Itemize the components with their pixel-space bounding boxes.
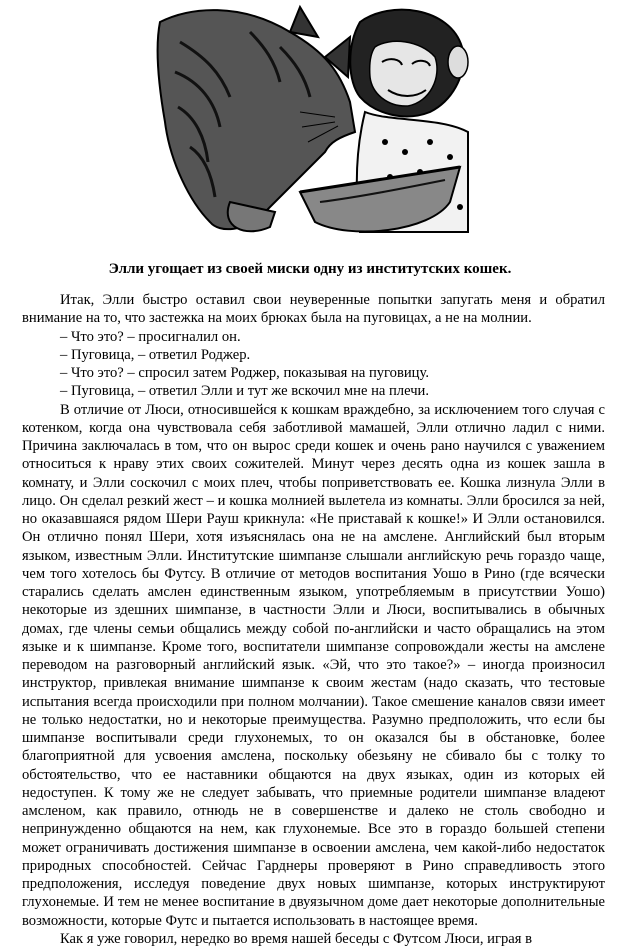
figure-caption: Элли угощает из своей миски одну из институтских кошек. bbox=[108, 261, 512, 277]
body-text bbox=[22, 291, 605, 948]
cat-and-chimpanzee-illustration bbox=[150, 2, 470, 242]
paragraph: В отличие от Люси, относившейся к кошкам враждебно, за исключением того случая с котенком, когда она чувствовала себя заботливой мамашей, Элли отлично ладил с ними. Причина заключалась в том, что он вырос среди кошек и очень рано научился с уважением относиться к нраву этих своих сожителей. Минут через десять одна из кошек зашла в комнату, и Элли соскочил с моих плеч, чтобы поприветствовать ее. Кошка лизнула Элли в лицо. Он сделал резкий жест – и кошка молнией вылетела из комнаты. Элли бросился за ней, но оказавшаяся рядом Шери Рауш крикнула: «Не приставай к кошке!» И Элли остановился. Он отлично понял Шери, хотя изъяснялась она не на амслене. Английский был вторым языком, известным Элли. Институтские шимпанзе слышали английскую речь гораздо чаще, чем того хотелось бы Футсу. В отличие от методов воспитания Уошо в Рино (где всячески старались сделать амслен единственным языком, употребляемым в присутствии Уошо) некоторые из здешних шимпанзе, в частности Элли и Люси, воспитывались в обычных домах, где члены семьи общались между собой по-английски и часто обращались на этом языке и к шимпанзе. Кроме того, воспитатели шимпанзе сопровождали жесты на амслене переводом на разговорный английский язык. «Эй, что это такое?» – иногда произносил инструктор, привлекая внимание шимпанзе к своим жестам (надо сказать, что тестовые испытания всегда происходили при полном молчании). Такое смешение каналов связи имеет не только недостатки, но и некоторые преимущества. Разумно предположить, что если бы шимпанзе воспитывали среди глухонемых, то он оказался бы в обстановке, более благоприятной для усвоения амслена, поскольку обезьяну не сбивало бы с толку то обстоятельство, что ее наставники общаются на двух языках, один из которых ей недоступен. К тому же не следует забывать, что приемные родители шимпанзе владеют амсленом, как правило, отнюдь не в совершенстве и далеко не столь свободно и непринужденно общаются на нем, как глухонемые. Все это в гораздо большей степени может ограничивать достижения шимпанзе в освоении амслена, чем какой-либо недостаток природных способностей. Сейчас Гарднеры проверяют в Рино справедливость этого предположения, исследуя поведение двух новых шимпанзе, которых инструктируют глухонемые. И тем не менее воспитание в двуязычном доме дает некоторые дополнительные возможности, которые Футс и пытается использовать в настоящее время. bbox=[22, 401, 605, 929]
dialogue-line: – Что это? – просигналил он. bbox=[60, 328, 241, 345]
paragraph: Итак, Элли быстро оставил свои неуверенные попытки запугать меня и обратил внимание на то, что застежка на моих брюках была на пуговицах, а не на молнии. bbox=[22, 292, 605, 327]
cat-and-chimpanzee-illustration-icon bbox=[158, 7, 468, 232]
dialogue-line: – Пуговица, – ответил Элли и тут же вскочил мне на плечи. bbox=[60, 383, 430, 400]
paragraph: Как я уже говорил, нередко во время нашей беседы с Футсом Люси, играя в bbox=[60, 930, 532, 947]
dialogue-line: – Пуговица, – ответил Роджер. bbox=[60, 346, 251, 363]
dialogue-line: – Что это? – спросил затем Роджер, показывая на пуговицу. bbox=[60, 365, 429, 381]
